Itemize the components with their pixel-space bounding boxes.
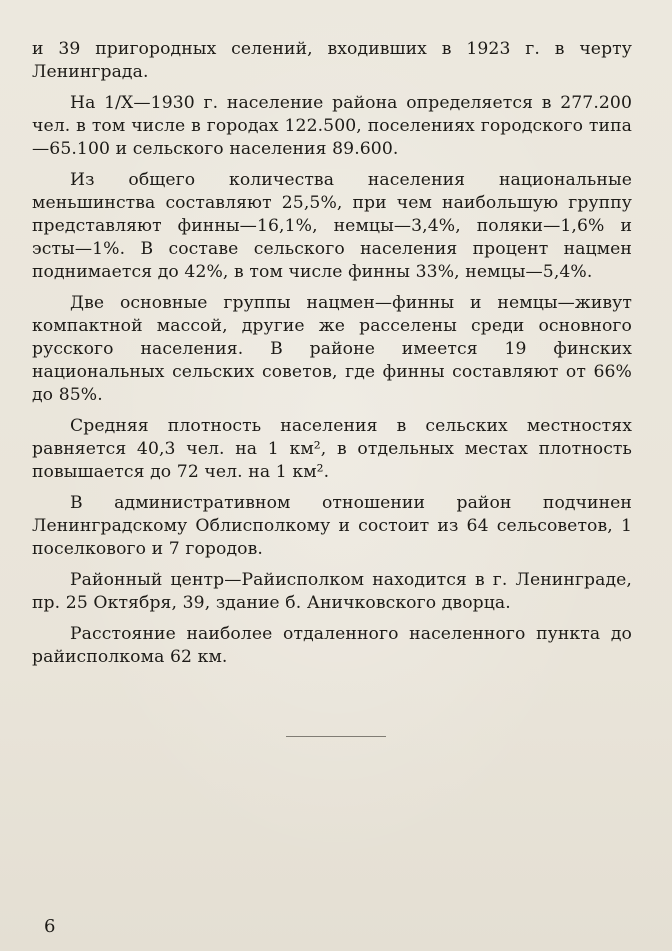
bleed-line [78,814,638,837]
bleed-line [78,745,638,768]
bleed-line [78,837,638,860]
bleed-line [78,860,638,883]
body-text [32,38,632,677]
section-divider [286,736,386,737]
bleed-line [78,768,638,791]
paragraph-7: Районный центр—Райисполком находится в г. Ленинграде, пр. 25 Октября, 39, здание б. Аничковского дворца. [32,570,632,613]
bleed-line [78,791,638,814]
paragraph-8: Расстояние наиболее отдаленного населенного пункта до райисполкома 62 км. [32,624,632,667]
paragraph-5: Средняя плотность населения в сельских местностях равняется 40,3 чел. на 1 км², в отдельных местах плотность повышается до 72 чел. на 1 км². [32,416,632,482]
paragraph-2: На 1/X—1930 г. население района определяется в 277.200 чел. в том числе в городах 122.500, поселениях городского типа—65.100 и сельского населения 89.600. [32,93,632,159]
paragraph-1: и 39 пригородных селений, входивших в 1923 г. в черту Ленинграда. [32,39,632,82]
page-number: 6 [44,916,56,937]
bleed-line [78,883,638,906]
paragraph-6: В административном отношении район подчинен Ленинградскому Облисполкому и состоит из 64 сельсоветов, 1 поселкового и 7 городов. [32,493,632,559]
bleed-through-text [78,745,638,925]
paragraph-3: Из общего количества населения национальные меньшинства составляют 25,5%, при чем наибольшую группу представляют финны—16,1%, немцы—3,4%, поляки—1,6% и эсты—1%. В составе сельского населения процент нацмен поднимается до 42%, в том числе финны 33%, немцы—5,4%. [32,170,632,282]
paragraph-4: Две основные группы нацмен—финны и немцы—живут компактной массой, другие же расселены среди основного русского населения. В районе имеется 19 финских национальных сельских советов, где финны составляют от 66% до 85%. [32,293,632,405]
